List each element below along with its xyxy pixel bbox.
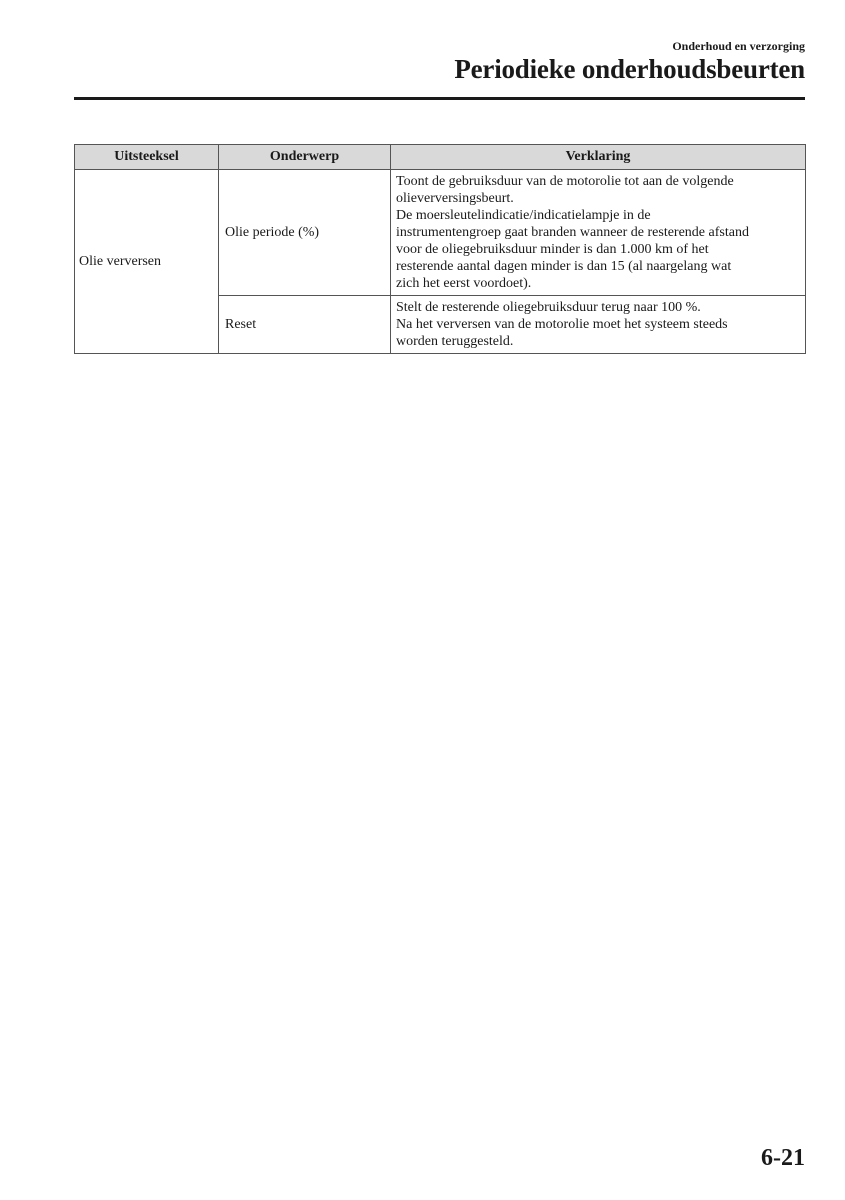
description-line: instrumentengroep gaat branden wanneer de resterende afstand — [396, 225, 749, 240]
description-cell — [391, 296, 806, 354]
description-line: resterende aantal dagen minder is dan 15 (al naargelang wat — [396, 259, 732, 274]
column-header-item: Uitsteeksel — [75, 145, 219, 170]
column-header-topic: Onderwerp — [219, 145, 391, 170]
section-label: Onderhoud en verzorging — [672, 39, 805, 53]
description-line: voor de oliegebruiksduur minder is dan 1.000 km of het — [396, 242, 709, 257]
description-line: De moersleutelindicatie/indicatielampje in de — [396, 208, 651, 223]
description-cell — [391, 170, 806, 296]
item-cell: Olie verversen — [75, 170, 219, 354]
description-line: Toont de gebruiksduur van de motorolie tot aan de volgende — [396, 174, 734, 189]
description-line: zich het eerst voordoet). — [396, 276, 532, 291]
description-line: olieverversingsbeurt. — [396, 191, 514, 206]
page-number: 6-21 — [761, 1145, 805, 1171]
description-line: Na het verversen van de motorolie moet het systeem steeds — [396, 317, 728, 332]
column-header-description: Verklaring — [391, 145, 806, 170]
description-line: Stelt de resterende oliegebruiksduur terug naar 100 %. — [396, 300, 701, 315]
page-title: Periodieke onderhoudsbeurten — [454, 54, 805, 84]
description-line: worden teruggesteld. — [396, 334, 514, 349]
title-divider — [74, 97, 805, 100]
table-row — [75, 170, 806, 296]
topic-cell: Reset — [219, 296, 391, 354]
topic-cell: Olie periode (%) — [219, 170, 391, 296]
table-header-row — [75, 145, 806, 170]
maintenance-table — [74, 144, 806, 354]
